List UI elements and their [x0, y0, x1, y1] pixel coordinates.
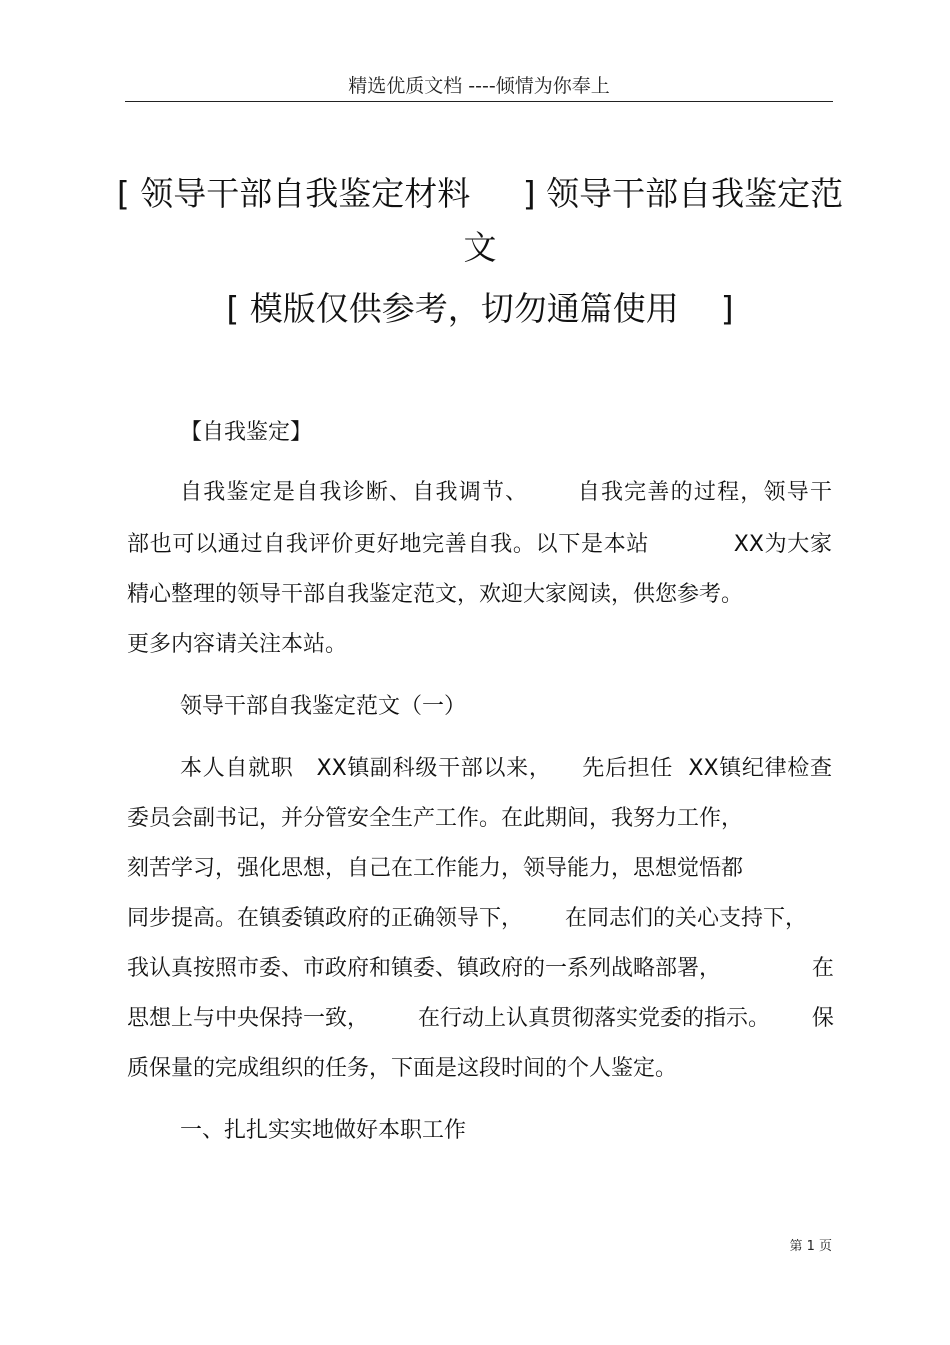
- article-line: 刻苦学习，强化思想，自己在工作能力，领导能力，思想觉悟都: [127, 856, 744, 881]
- title-line-1: [ 领导干部自我鉴定材料 ] 领导干部自我鉴定范: [116, 174, 844, 213]
- article-title: 领导干部自我鉴定范文（一）: [180, 694, 467, 719]
- section-label: 【自我鉴定】: [180, 420, 313, 445]
- article-line: 质保量的完成组织的任务，下面是这段时间的个人鉴定。: [127, 1056, 678, 1081]
- article-line: 我认真按照市委、市政府和镇委、镇政府的一系列战略部署， 在: [127, 956, 834, 981]
- header-text: 精选优质文档 ----倾情为你奉上: [348, 75, 610, 97]
- article-line: 同步提高。在镇委镇政府的正确领导下， 在同志们的关心支持下，: [127, 906, 807, 931]
- title-line-2: 文: [463, 228, 497, 267]
- page-number: 第 1 页: [789, 1239, 832, 1254]
- intro-line: 自我鉴定是自我诊断、自我调节、 自我完善的过程，领导干: [180, 480, 832, 505]
- intro-line: 更多内容请关注本站。: [127, 632, 348, 657]
- intro-line: 精心整理的领导干部自我鉴定范文，欢迎大家阅读，供您参考。: [127, 582, 744, 607]
- section-heading: 一、扎扎实实地做好本职工作: [180, 1118, 467, 1143]
- title-line-3: [ 模版仅供参考，切勿通篇使用 ]: [226, 289, 734, 328]
- article-line: 本人自就职 XX镇副科级干部以来， 先后担任 XX镇纪律检查: [180, 756, 832, 781]
- article-line: 思想上与中央保持一致， 在行动上认真贯彻落实党委的指示。 保: [127, 1006, 834, 1031]
- article-line: 委员会副书记，并分管安全生产工作。在此期间，我努力工作，: [127, 806, 744, 831]
- header-divider: [125, 101, 833, 102]
- intro-line: 部也可以通过自我评价更好地完善自我。以下是本站 XX为大家: [127, 532, 832, 557]
